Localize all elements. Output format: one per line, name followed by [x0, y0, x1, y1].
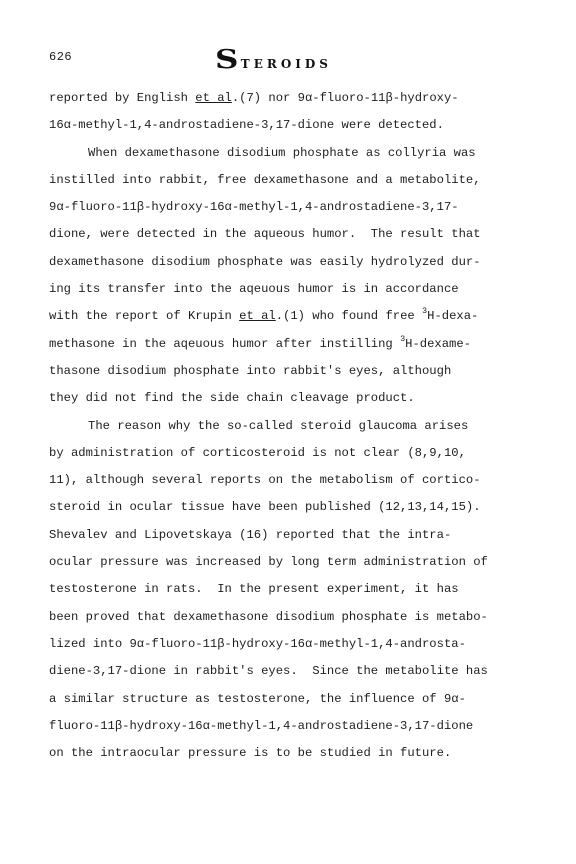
running-head [215, 45, 332, 75]
text-line [49, 440, 534, 467]
superscript: 3 [400, 333, 406, 344]
text-line [49, 194, 534, 221]
text-segment: The reason why the so-called steroid glaucoma arises [88, 418, 469, 433]
text-segment: reported by English [49, 91, 196, 105]
text-segment: fluoro-11β-hydroxy-16α-methyl-1,4-androstadiene-3,17-dione [49, 718, 474, 733]
text-line [49, 140, 534, 167]
text-line [49, 494, 534, 521]
running-head-initial: S [215, 45, 240, 75]
citation-emphasis: et al [239, 309, 276, 324]
text-line [49, 249, 534, 276]
text-segment: Shevalev and Lipovetskaya (16) reported that the intra- [49, 527, 452, 542]
text-segment: .(7) nor 9α-fluoro-11β-hydroxy- [231, 91, 459, 105]
text-segment: .(1) who found free [275, 309, 423, 324]
text-segment: H-dexame- [405, 336, 471, 351]
text-line [49, 576, 534, 603]
text-segment: H-dexa- [427, 309, 479, 324]
text-line [49, 740, 534, 767]
text-segment: lized into 9α-fluoro-11β-hydroxy-16α-methyl-1,4-androsta- [49, 636, 466, 651]
text-segment: been proved that dexamethasone disodium phosphate is metabo- [49, 609, 488, 624]
text-segment: dexamethasone disodium phosphate was easily hydrolyzed dur- [49, 254, 481, 269]
body-text [49, 85, 534, 767]
text-line [49, 358, 534, 385]
text-segment: testosterone in rats. In the present experiment, it has [49, 582, 459, 597]
text-segment: by administration of corticosteroid is not clear (8,9,10, [49, 445, 466, 460]
text-segment: steroid in ocular tissue have been published (12,13,14,15). [49, 500, 481, 515]
text-line [49, 167, 534, 194]
text-segment: dione, were detected in the aqueous humor. The result that [49, 227, 481, 242]
text-line [49, 631, 534, 658]
text-segment: instilled into rabbit, free dexamethasone and a metabolite, [49, 172, 481, 187]
citation-emphasis: et al [195, 91, 232, 105]
text-line [49, 413, 534, 440]
text-line [49, 522, 534, 549]
text-segment: a similar structure as testosterone, the influence of 9α- [49, 691, 466, 706]
text-segment: 11), although several reports on the metabolism of cortico- [49, 473, 481, 488]
text-line [49, 549, 534, 576]
text-segment: diene-3,17-dione in rabbit's eyes. Since the metabolite has [49, 664, 488, 679]
text-line [49, 658, 534, 685]
text-line [49, 467, 534, 494]
running-head-rest: TEROIDS [240, 57, 332, 71]
text-segment: ocular pressure was increased by long term administration of [49, 555, 488, 570]
text-line [49, 385, 534, 412]
text-line [49, 604, 534, 631]
text-segment: thasone disodium phosphate into rabbit's eyes, although [49, 363, 452, 378]
text-line [49, 303, 534, 330]
text-segment: methasone in the aqeuous humor after instilling [49, 336, 401, 351]
text-segment: ing its transfer into the aqeuous humor is in accordance [49, 282, 459, 297]
text-segment: they did not find the side chain cleavage product. [49, 391, 415, 406]
text-line [49, 276, 534, 303]
text-segment: on the intraocular pressure is to be studied in future. [49, 746, 452, 761]
text-segment: When dexamethasone disodium phosphate as collyria was [88, 145, 476, 160]
text-line [49, 112, 534, 139]
text-line [49, 331, 534, 358]
text-line [49, 686, 534, 713]
superscript: 3 [422, 306, 428, 317]
text-segment: 9α-fluoro-11β-hydroxy-16α-methyl-1,4-androstadiene-3,17- [49, 200, 459, 215]
text-segment: with the report of Krupin [49, 309, 240, 324]
page-number: 626 [49, 50, 73, 64]
text-line [49, 85, 534, 112]
text-line [49, 221, 534, 248]
text-line [49, 713, 534, 740]
text-segment: 16α-methyl-1,4-androstadiene-3,17-dione were detected. [49, 118, 444, 133]
